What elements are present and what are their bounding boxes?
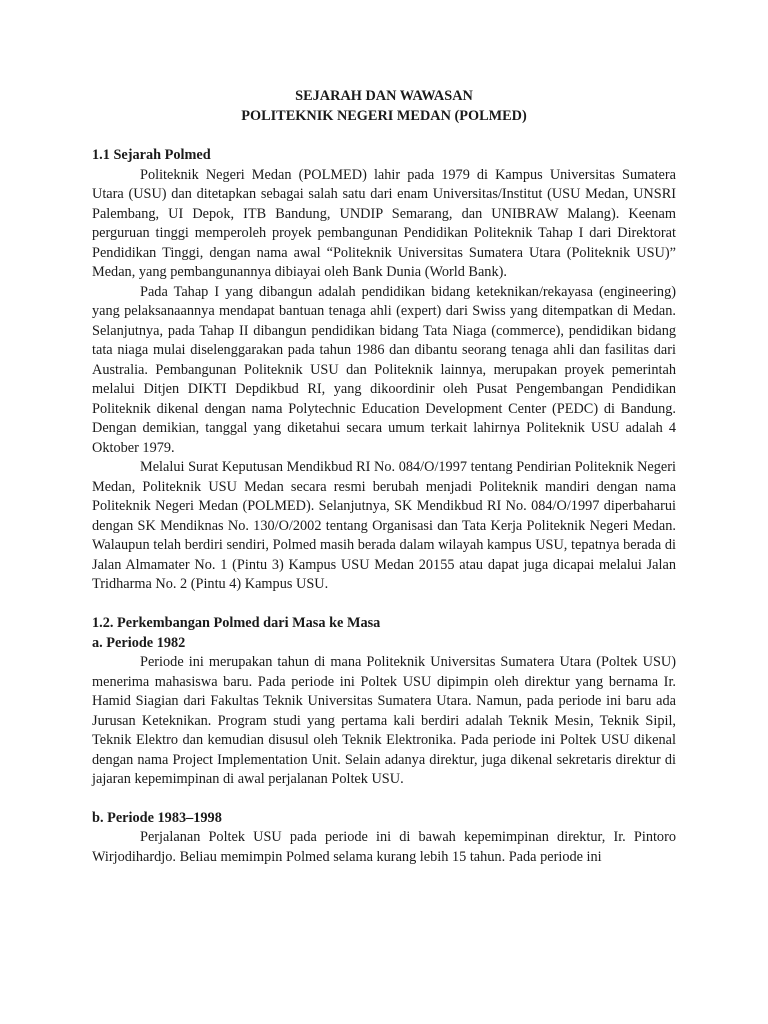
- subsection-heading-periode-1982: a. Periode 1982: [92, 634, 186, 651]
- paragraph-periode-1982: Periode ini merupakan tahun di mana Politeknik Universitas Sumatera Utara (Poltek USU) menerima mahasiswa baru. Pada periode ini Poltek USU dipimpin oleh direktur yang bernama Ir. Hamid Siagian dari Fakultas Teknik Universitas Sumatera Utara. Namun, pada periode ini baru ada Jurusan Keteknikan. Program studi yang pertama kali berdiri adalah Teknik Mesin, Teknik Sipil, Teknik Elektro dan kemudian disusul oleh Teknik Elektronika. Pada periode ini Poltek USU dikenal dengan nama Project Implementation Unit. Selain adanya direktur, juga dikenal sekretaris direktur di jajaran kepemimpinan di awal perjalanan Poltek USU.: [92, 654, 676, 787]
- section-heading-perkembangan: 1.2. Perkembangan Polmed dari Masa ke Masa: [92, 615, 381, 631]
- subsection-heading-periode-1983-1998: b. Periode 1983–1998: [92, 809, 222, 826]
- document-title-line-2: POLITEKNIK NEGERI MEDAN (POLMED): [241, 108, 527, 124]
- document-title-line-1: SEJARAH DAN WAWASAN: [295, 88, 473, 104]
- paragraph-sejarah-2: Pada Tahap I yang dibangun adalah pendidikan bidang keteknikan/rekayasa (engineering) yang pelaksanaannya mendapat bantuan tenaga ahli (expert) dari Swiss yang ditempatkan di Medan. Selanjutnya, pada Tahap II dibangun pendidikan bidang Tata Niaga (commerce), pendidikan bidang tata niaga mulai diselenggarakan pada tahun 1986 dan dibantu seorang tenaga ahli dan fasilitas dari Australia. Pembangunan Politeknik USU dan Politeknik lainnya, merupakan proyek pemerintah melalui Ditjen DIKTI Depdikbud RI, yang dikoordinir oleh Pusat Pengembangan Pendidikan Politeknik dikenal dengan nama Polytechnic Education Development Center (PEDC) di Bandung. Dengan demikian, tanggal yang diketahui secara umum terkait lahirnya Politeknik USU adalah 4 Oktober 1979.: [92, 283, 676, 456]
- section-heading-sejarah: 1.1 Sejarah Polmed: [92, 147, 211, 163]
- paragraph-sejarah-3: Melalui Surat Keputusan Mendikbud RI No. 084/O/1997 tentang Pendirian Politeknik Negeri Medan, Politeknik USU Medan secara resmi berubah menjadi Politeknik mandiri dengan nama Politeknik Negeri Medan (POLMED). Selanjutnya, SK Mendikbud RI No. 084/O/1997 diperbaharui dengan SK Mendiknas No. 130/O/2002 tentang Organisasi dan Tata Kerja Politeknik Negeri Medan. Walaupun telah berdiri sendiri, Polmed masih berada dalam wilayah kampus USU, tepatnya berada di Jalan Almamater No. 1 (Pintu 3) Kampus USU Medan 20155 atau dapat juga dicapai melalui Jalan Tridharma No. 2 (Pintu 4) Kampus USU.: [92, 459, 676, 592]
- paragraph-sejarah-1: Politeknik Negeri Medan (POLMED) lahir pada 1979 di Kampus Universitas Sumatera Utara (USU) dan ditetapkan sebagai salah satu dari enam Universitas/Institut (USU Medan, UNSRI Palembang, UI Depok, ITB Bandung, UNDIP Semarang, dan UNIBRAW Malang). Keenam perguruan tinggi memperoleh proyek pembangunan Pendidikan Politeknik Tahap I dari Direktorat Pendidikan Tinggi, dengan nama awal “Politeknik Universitas Sumatera Utara (Politeknik USU)” Medan, yang pembangunannya dibiayai oleh Bank Dunia (World Bank).: [92, 166, 676, 280]
- paragraph-periode-1983-1998: Perjalanan Poltek USU pada periode ini di bawah kepemimpinan direktur, Ir. Pintoro Wirjodihardjo. Beliau memimpin Polmed selama kurang lebih 15 tahun. Pada periode ini: [92, 829, 676, 865]
